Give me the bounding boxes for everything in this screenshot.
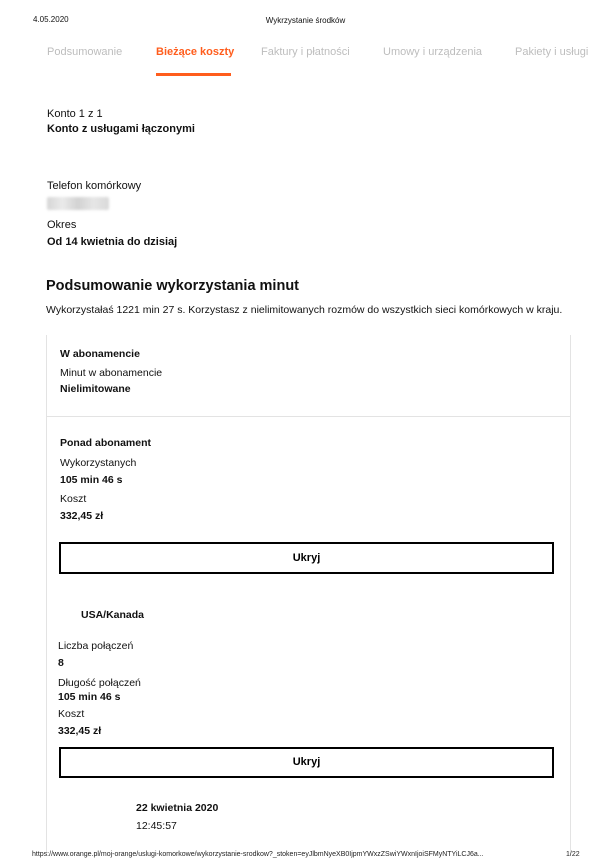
summary-title: Podsumowanie wykorzystania minut (46, 278, 299, 294)
period-value: Od 14 kwietnia do dzisiaj (47, 236, 178, 248)
call-entry (136, 801, 218, 833)
over-plan-cost-label: Koszt (60, 493, 87, 505)
phone-info (47, 179, 141, 215)
tab-podsumowanie[interactable]: Podsumowanie (47, 46, 123, 58)
print-footer-url: https://www.orange.pl/moj-orange/uslugi-komorkowe/wykorzystanie-srodkow?_stoken=eyJlbmNyeXB0IjpmYWxzZSwiYWxnIjoiSFMyNTYiLCJ6a... (32, 851, 484, 858)
over-plan-used-label: Wykorzystanych (60, 457, 137, 469)
call-entry-date: 22 kwietnia 2020 (136, 802, 219, 814)
in-plan-section (60, 347, 162, 396)
tab-biezace-koszty[interactable]: Bieżące koszty (156, 46, 235, 58)
tab-faktury-i-platnosci[interactable]: Faktury i płatności (261, 46, 350, 58)
tab-bar (47, 46, 611, 76)
period-info (47, 218, 177, 250)
region-cost-value: 332,45 zł (58, 725, 102, 737)
region-details (58, 639, 141, 738)
account-name: Konto z usługami łączonymi (47, 123, 195, 135)
in-plan-title: W abonamencie (60, 348, 140, 360)
region-calls-label: Liczba połączeń (58, 640, 134, 652)
region-calls-value: 8 (58, 657, 64, 669)
hide-over-plan-button[interactable]: Ukryj (59, 542, 554, 574)
over-plan-cost-value: 332,45 zł (60, 510, 104, 522)
account-info (47, 107, 195, 137)
print-page-title: Wykrzystanie środków (265, 16, 346, 25)
hide-region-button[interactable]: Ukryj (59, 747, 554, 778)
region-duration-label: Długość połączeń (58, 677, 141, 689)
print-date: 4.05.2020 (33, 15, 69, 24)
in-plan-minutes-value: Nielimitowane (60, 383, 131, 395)
print-page-number: 1/22 (566, 851, 580, 858)
tab-pakiety-i-uslugi[interactable]: Pakiety i usługi (515, 46, 589, 58)
over-plan-section (60, 436, 151, 523)
region-duration-value: 105 min 46 s (58, 691, 121, 703)
over-plan-title: Ponad abonament (60, 437, 152, 449)
over-plan-used-value: 105 min 46 s (60, 474, 123, 486)
tab-umowy-i-urzadzenia[interactable]: Umowy i urządzenia (383, 46, 483, 58)
period-label: Okres (47, 219, 77, 231)
call-entry-time: 12:45:57 (136, 820, 177, 832)
region-name-text: USA/Kanada (81, 609, 145, 621)
card-divider (46, 416, 571, 417)
phone-number-redacted (47, 197, 109, 210)
account-counter: Konto 1 z 1 (47, 108, 103, 120)
in-plan-minutes-label: Minut w abonamencie (60, 367, 163, 379)
phone-label: Telefon komórkowy (47, 180, 142, 192)
region-name (81, 608, 144, 622)
region-cost-label: Koszt (58, 708, 85, 720)
active-tab-indicator (156, 73, 231, 76)
summary-description: Wykorzystałaś 1221 min 27 s. Korzystasz z nielimitowanych rozmów do wszystkich sieci komórkowych w kraju. (46, 304, 563, 316)
